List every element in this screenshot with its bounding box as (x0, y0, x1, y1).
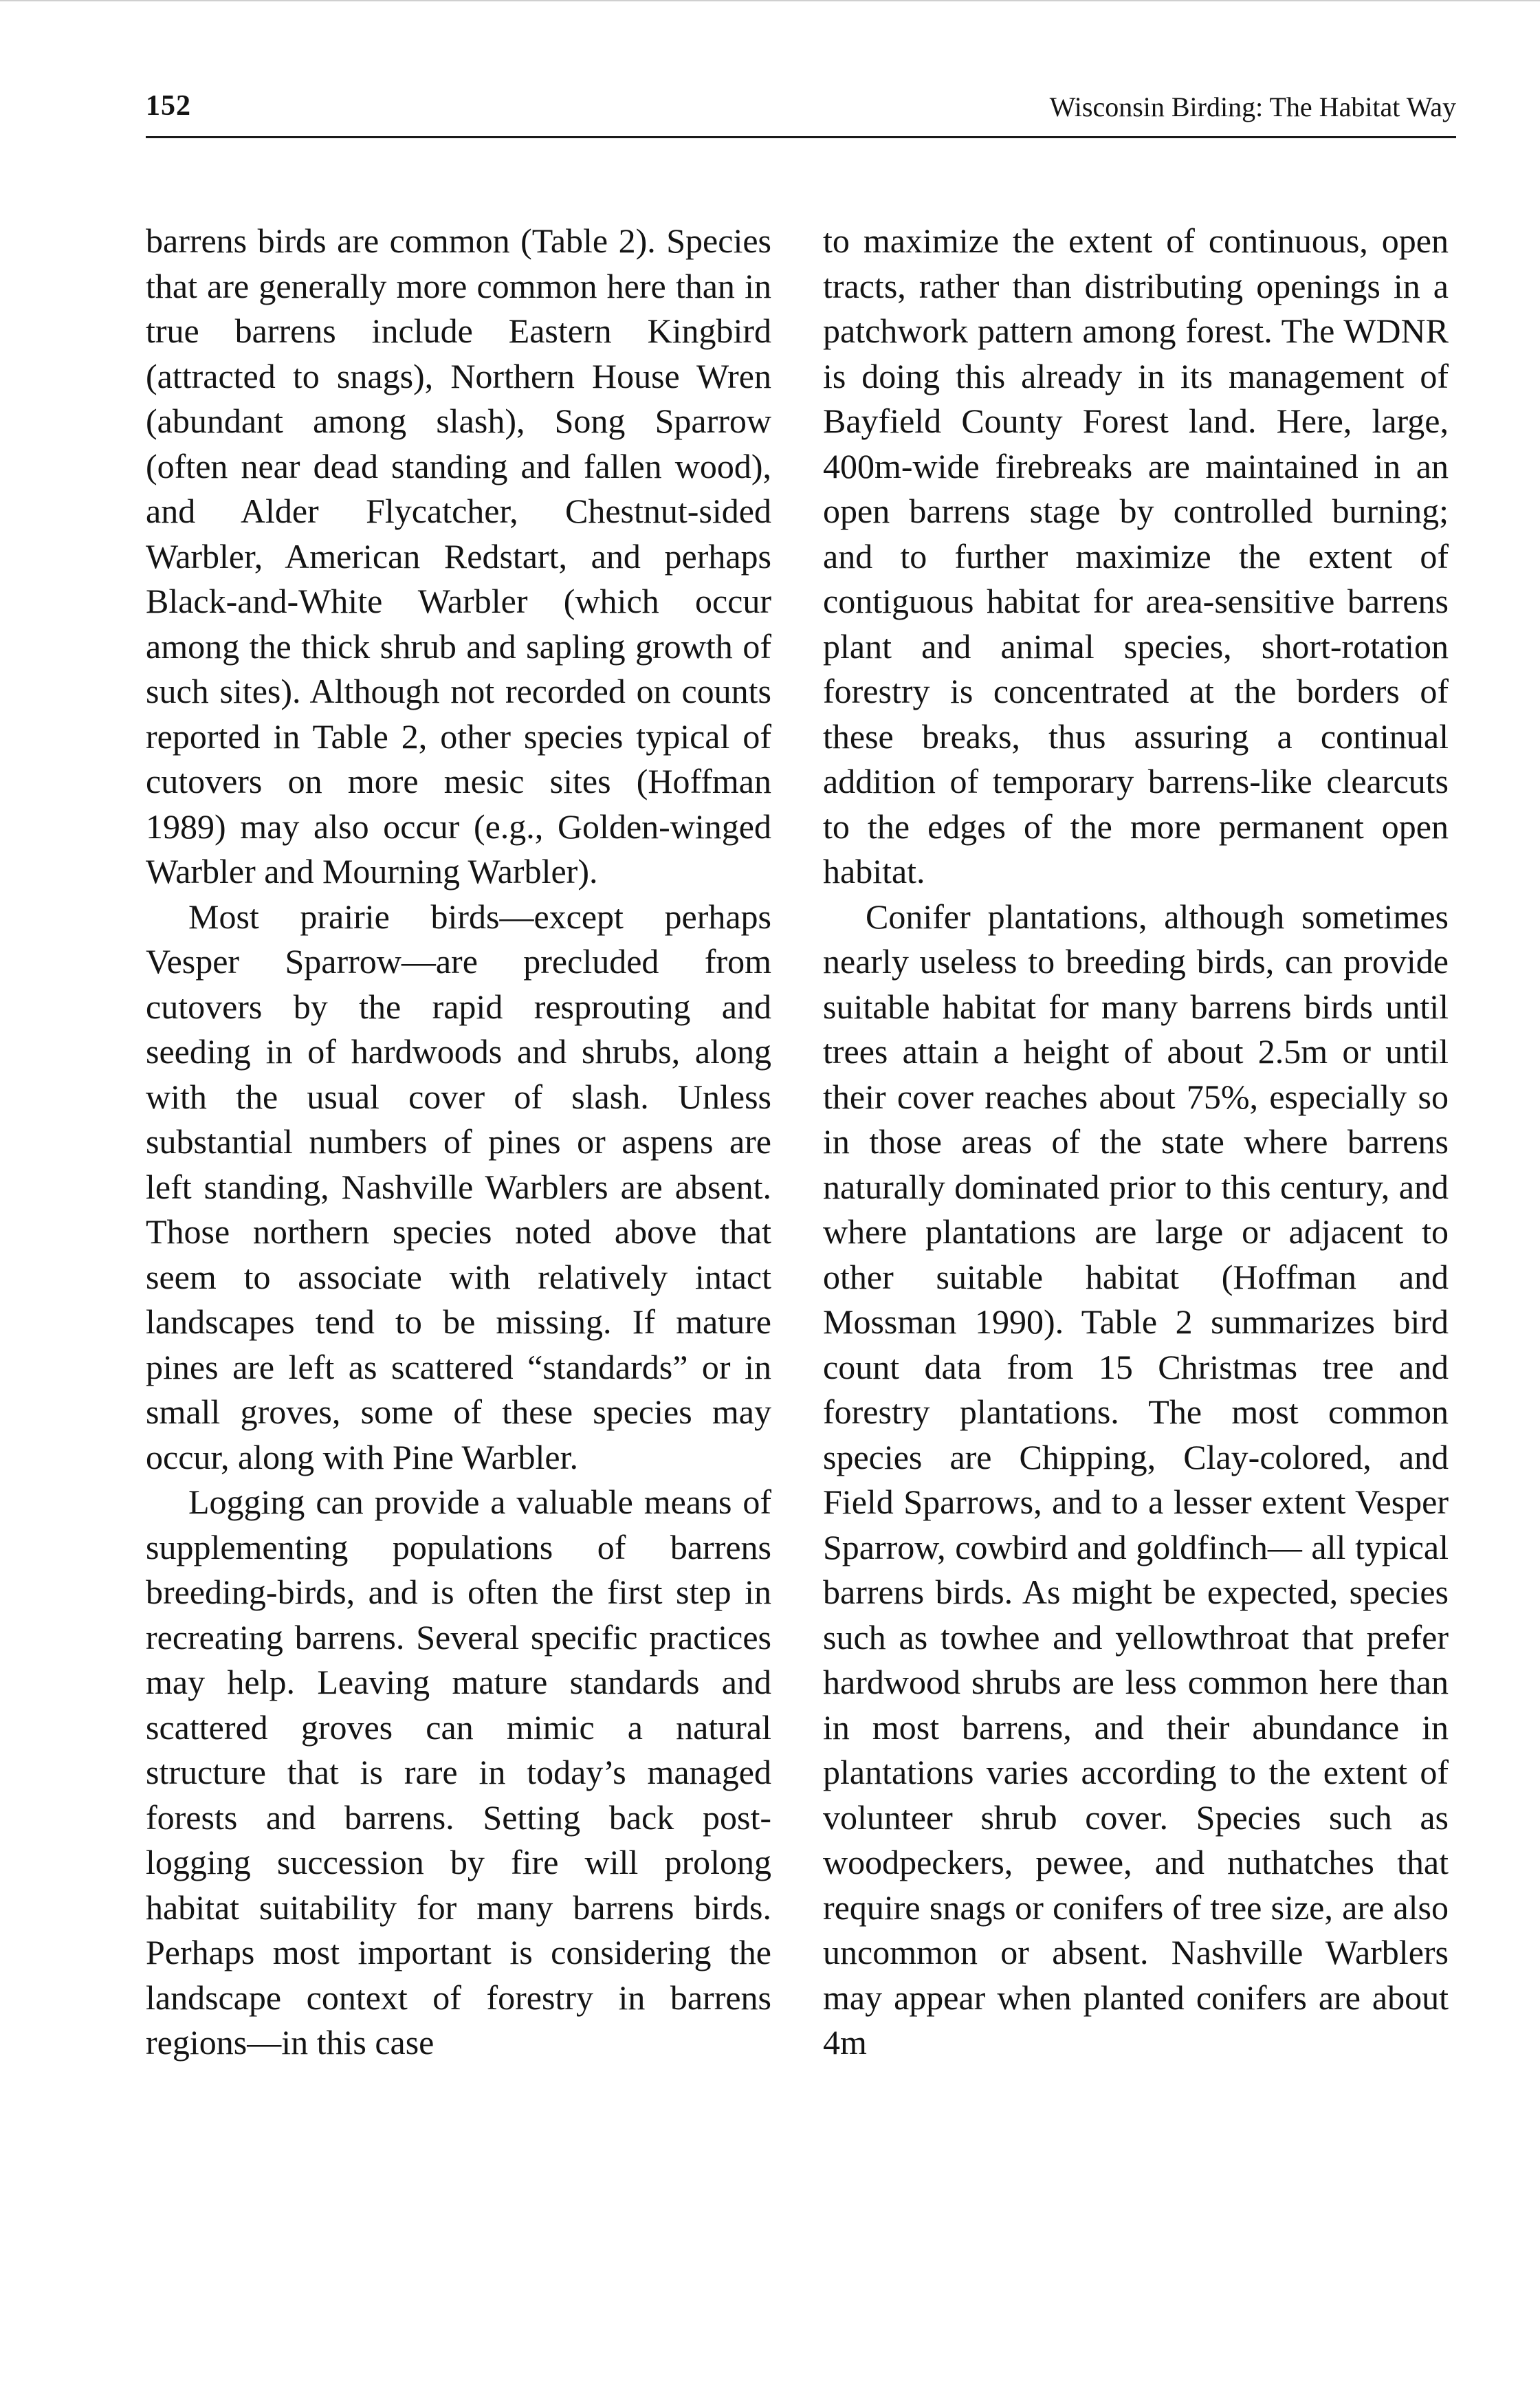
top-edge-rule (0, 0, 1540, 1)
page-number: 152 (146, 90, 191, 122)
right-paragraph-1: to maximize the extent of continuous, open tracts, rather than distributing openings in a patchwork pattern among forest. The WDNR is doing this already in its management of Bayfield County Forest land. Here, large, 400m-wide firebreaks are maintained in an open barrens stage by controlled burning; and to further maximize the extent of contiguous habitat for area-sensitive barrens plant and animal species, short-rotation forestry is concentrated at the borders of these breaks, thus assuring a continual addition of temporary barrens-like clearcuts to the edges of the more permanent open habitat. (823, 221, 1449, 890)
right-column (823, 219, 1449, 2066)
left-paragraph-1: barrens birds are common (Table 2). Species that are generally more common here than in true barrens include Eastern Kingbird (attracted to snags), Northern House Wren (abundant among slash), Song Sparrow (often near dead standing and fallen wood), and Alder Flycatcher, Chestnut-sided Warbler, American Redstart, and perhaps Black-and-White Warbler (which occur among the thick shrub and sapling growth of such sites). Although not recorded on counts reported in Table 2, other species typical of cutovers on more mesic sites (Hoffman 1989) may also occur (e.g., Golden-winged Warbler and Mourning Warbler). (146, 221, 771, 890)
right-paragraph-2: Conifer plantations, although sometimes nearly useless to breeding birds, can provide suitable habitat for many barrens birds until trees attain a height of about 2.5m or until their cover reaches about 75%, especially so in those areas of the state where barrens naturally dominated prior to this century, and where plantations are large or adjacent to other suitable habitat (Hoffman and Mossman 1990). Table 2 summarizes bird count data from 15 Christmas tree and forestry plantations. The most common species are Chipping, Clay-colored, and Field Sparrows, and to a lesser extent Vesper Sparrow, cowbird and goldfinch— all typical barrens birds. As might be expected, species such as towhee and yellowthroat that prefer hardwood shrubs are less common here than in most barrens, and their abundance in plantations varies according to the extent of volunteer shrub cover. Species such as woodpeckers, pewee, and nuthatches that require snags or conifers of tree size, are also uncommon or absent. Nashville Warblers may appear when planted conifers are about 4m (823, 897, 1449, 2062)
running-title: Wisconsin Birding: The Habitat Way (1049, 91, 1456, 122)
left-column (146, 219, 771, 2066)
left-paragraph-2: Most prairie birds—except perhaps Vesper Sparrow—are precluded from cutovers by the rapid resprouting and seeding in of hardwoods and shrubs, along with the usual cover of slash. Unless substantial numbers of pines or aspens are left standing, Nashville Warblers are absent. Those northern species noted above that seem to associate with relatively intact landscapes tend to be missing. If mature pines are left as scattered “standards” or in small groves, some of these species may occur, along with Pine Warbler. (146, 897, 771, 1476)
left-paragraph-3: Logging can provide a valuable means of supplementing populations of barrens breeding-birds, and is often the first step in recreating barrens. Several specific practices may help. Leaving mature standards and scattered groves can mimic a natural structure that is rare in today’s managed forests and barrens. Setting back post-logging succession by fire will prolong habitat suitability for many barrens birds. Perhaps most important is considering the landscape context of forestry in barrens regions—in this case (146, 1483, 771, 2062)
page-header (146, 81, 1456, 138)
